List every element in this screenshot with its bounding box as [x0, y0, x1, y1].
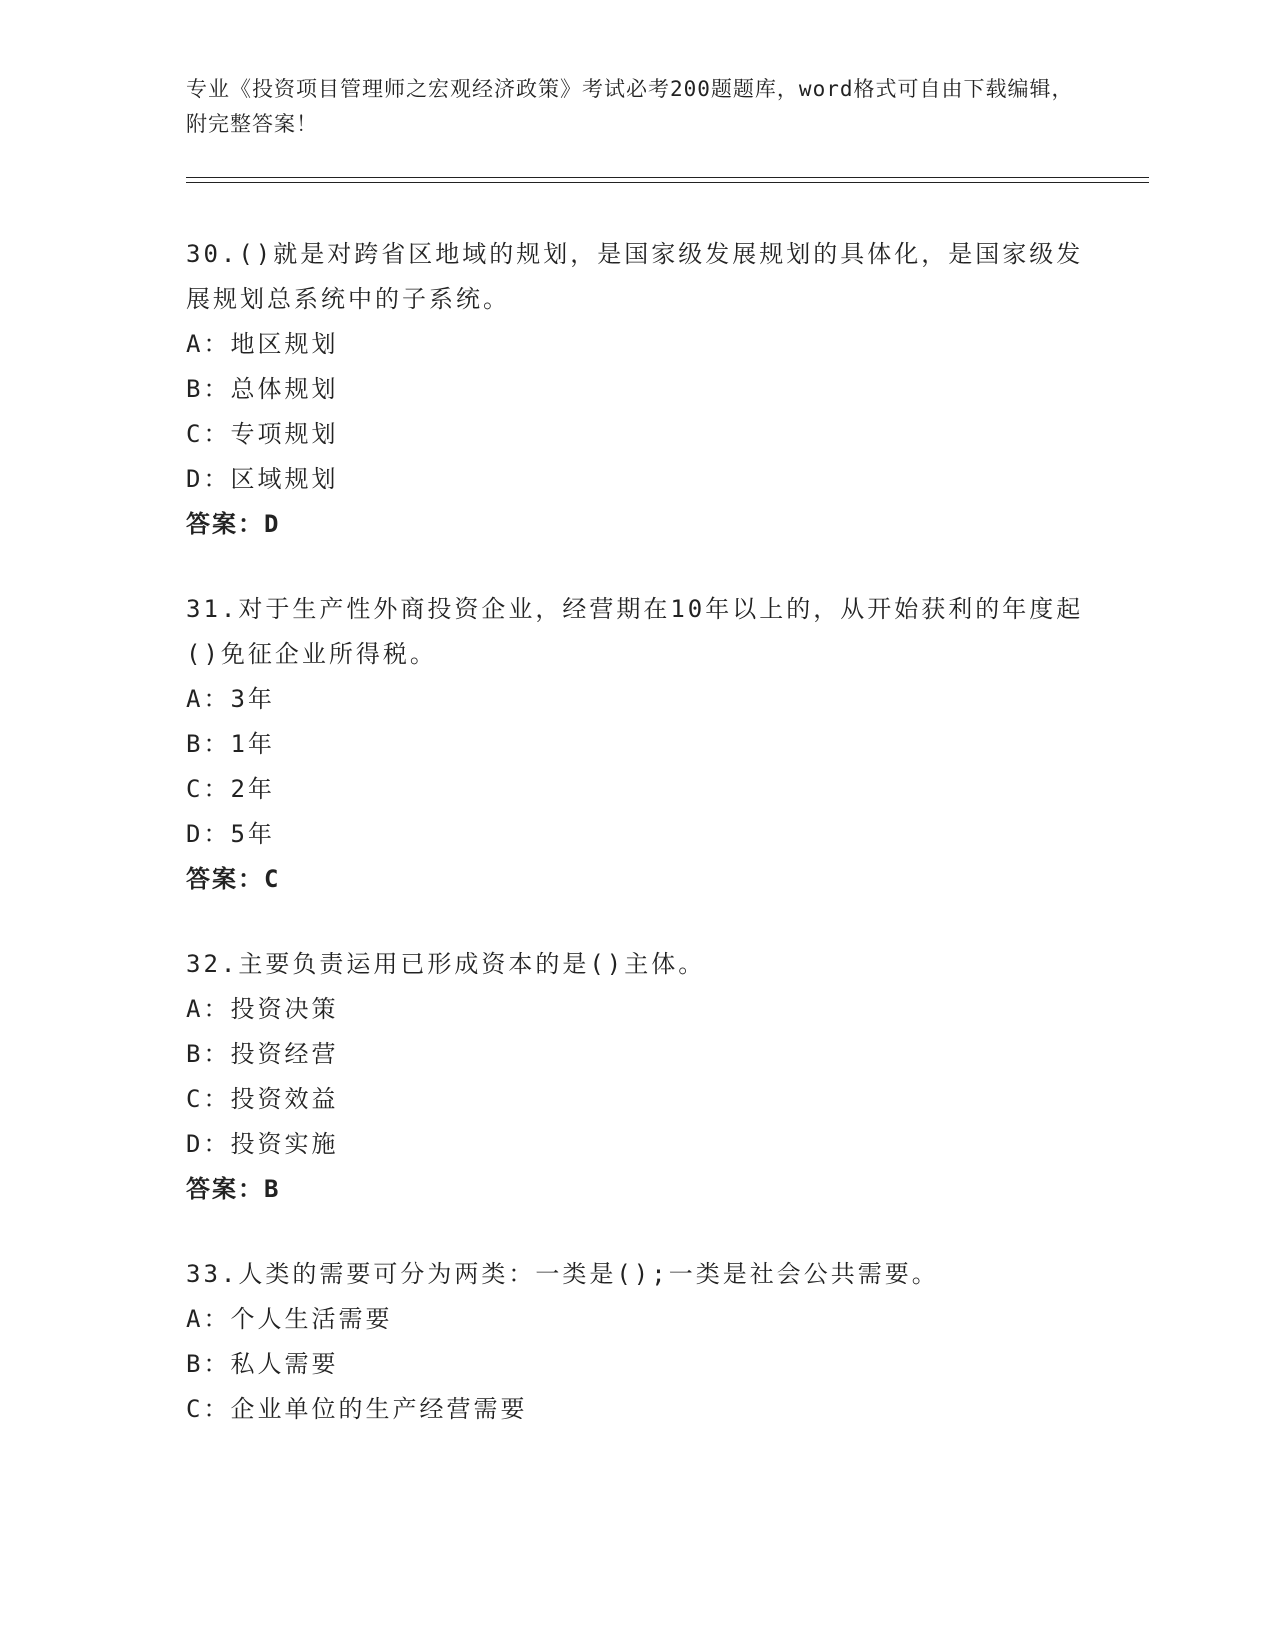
option-d: D：5年: [186, 820, 275, 848]
option-c: C：投资效益: [186, 1085, 339, 1113]
option-b: B：总体规划: [186, 375, 339, 403]
question-stem: 32.主要负责运用已形成资本的是()主体。: [186, 950, 706, 978]
question-30: [186, 232, 1086, 547]
option-b: B：1年: [186, 730, 275, 758]
question-32: [186, 942, 1086, 1212]
document-description: 专业《投资项目管理师之宏观经济政策》考试必考200题题库，word格式可自由下载编辑，附完整答案！: [186, 77, 1074, 136]
option-c: C：2年: [186, 775, 275, 803]
option-d: D：投资实施: [186, 1130, 339, 1158]
option-a: A：地区规划: [186, 330, 339, 358]
question-33: [186, 1252, 1086, 1432]
option-b: B：私人需要: [186, 1350, 339, 1378]
question-stem: 33.人类的需要可分为两类：一类是();一类是社会公共需要。: [186, 1260, 939, 1288]
answer-line: 答案：C: [186, 865, 281, 893]
question-stem: 30.()就是对跨省区地域的规划，是国家级发展规划的具体化，是国家级发展规划总系统中的子系统。: [186, 240, 1084, 313]
answer-line: 答案：D: [186, 510, 281, 538]
question-stem: 31.对于生产性外商投资企业，经营期在10年以上的，从开始获利的年度起()免征企业所得税。: [186, 595, 1084, 668]
question-list: [186, 232, 1086, 1472]
option-d: D：区域规划: [186, 465, 339, 493]
option-c: C：专项规划: [186, 420, 339, 448]
option-c: C：企业单位的生产经营需要: [186, 1395, 528, 1423]
question-31: [186, 587, 1086, 902]
option-a: A：个人生活需要: [186, 1305, 393, 1333]
option-a: A：投资决策: [186, 995, 339, 1023]
answer-line: 答案：B: [186, 1175, 281, 1203]
header-divider-bottom: [186, 182, 1149, 183]
option-b: B：投资经营: [186, 1040, 339, 1068]
header-divider-top: [186, 177, 1149, 178]
option-a: A：3年: [186, 685, 275, 713]
